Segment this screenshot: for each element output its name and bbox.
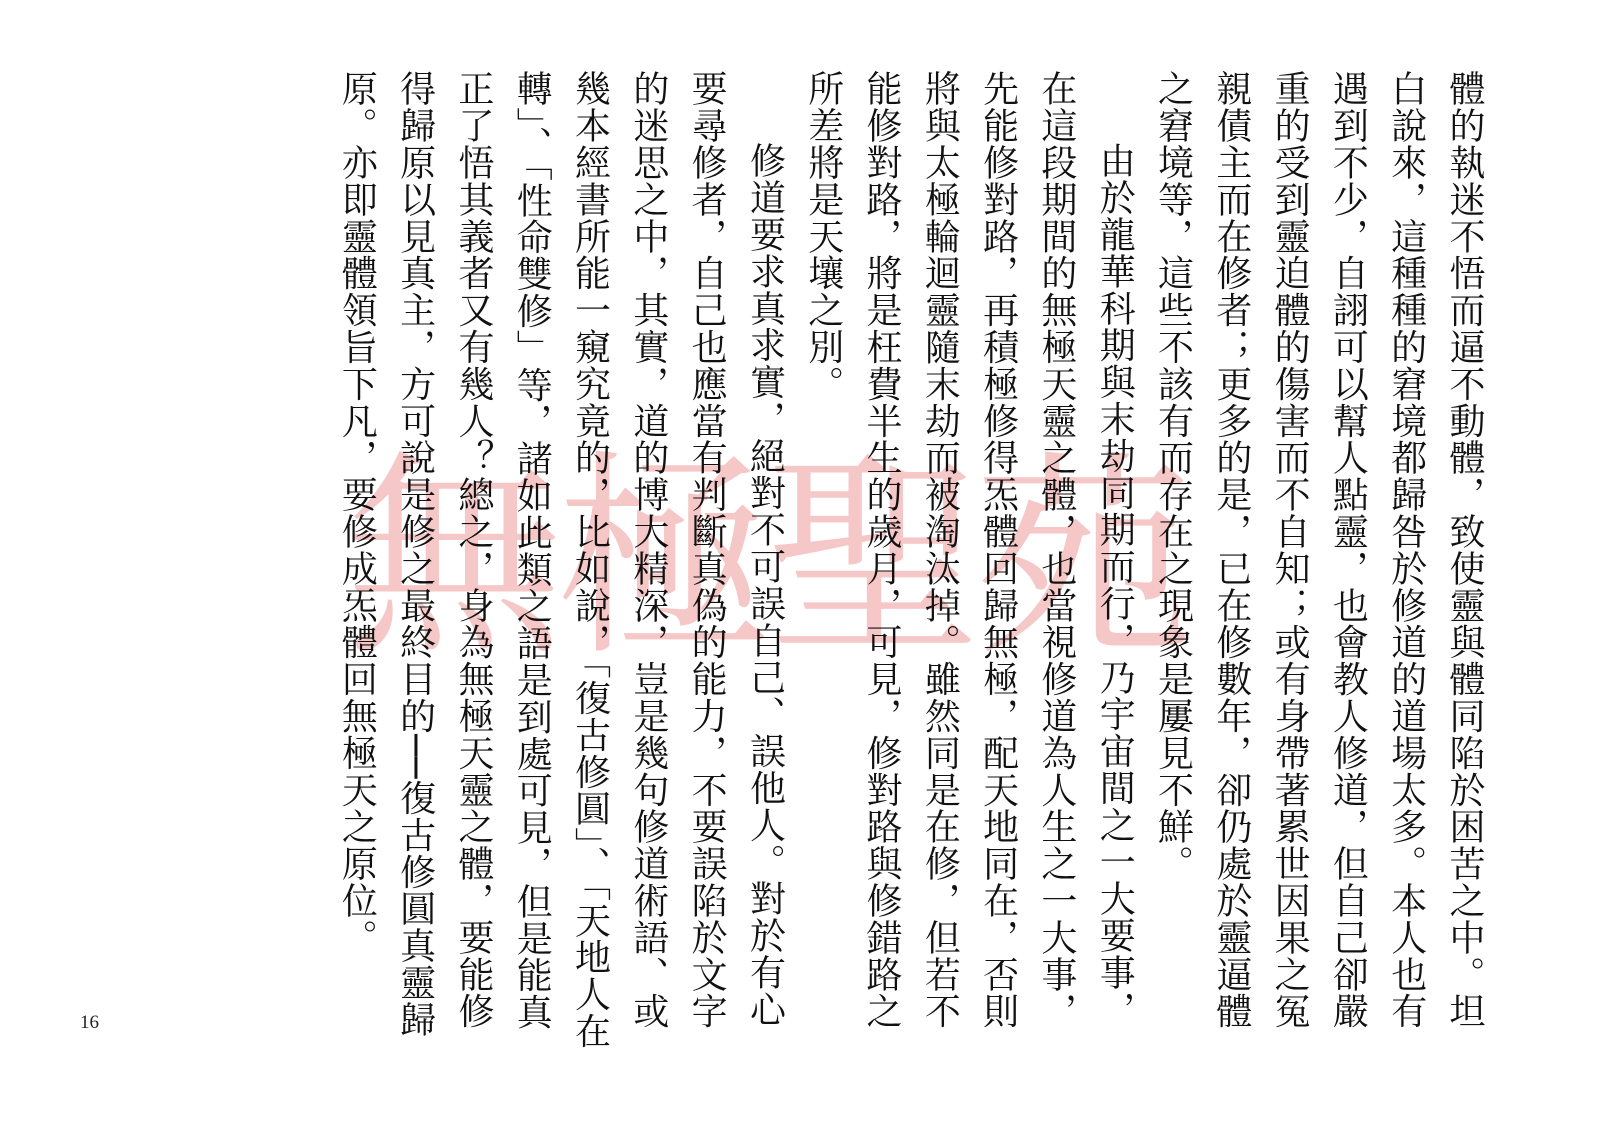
watermark: 無極聖苑 bbox=[345, 433, 1185, 686]
paragraph: 修道要求真求實，絕對不可誤自己、誤他人。對於有心要尋修者，自己也應當有判斷真偽的能力，不要誤陷於文字的迷思之中，其實，道的博大精深，豈是幾句修道術語、或幾本經書所能一窺究竟的，比如說，「復古修圓」、「天地人在轉」、「性命雙修」等，諸如此類之語是到處可見，但是能真正了悟其義者又有幾人？總之，身為無極天靈之體，要能修得歸原以見真主，方可說是修之最終目的──復古修圓真靈歸原。亦即靈體領旨下凡，要修成炁體回無極天之原位。 bbox=[336, 70, 786, 1050]
page-number: 16 bbox=[80, 1012, 99, 1033]
body-text bbox=[336, 70, 1493, 1060]
paragraph: 體的執迷不悟而逼不動體，致使靈與體同陷於困苦之中。坦白說來，這種種的窘境都歸咎於修道的道場太多。本人也有遇到不少，自詡可以幫人點靈，也會教人修道，但自己卻嚴重的受到靈迫體的傷害而不自知；或有身帶著累世因果之冤親債主而在修者；更多的是，已在修數年，卻仍處於靈逼體之窘境等，這些不該有而存在之現象是屢見不鮮。 bbox=[1152, 70, 1485, 1030]
paragraph: 由於龍華科期與末劫同期而行，乃宇宙間之一大要事，在這段期間的無極天靈之體，也當視修道為人生之一大事，先能修對路，再積極修得炁體回歸無極，配天地同在，否則將與太極輪迴靈隨末劫而被淘汰掉。雖然同是在修，但若不能修對路，將是枉費半生的歲月，可見，修對路與修錯路之所差將是天壤之別。 bbox=[802, 70, 1136, 1030]
